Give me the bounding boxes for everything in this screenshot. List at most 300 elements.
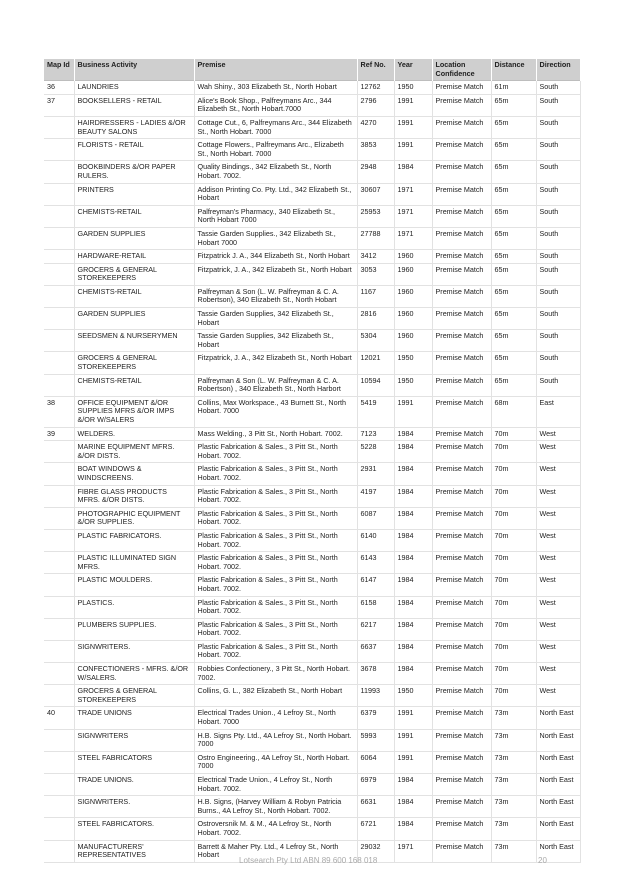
cell-distance: 70m (491, 685, 536, 707)
cell-business-activity: MANUFACTURERS' REPRESENTATIVES (74, 840, 194, 862)
cell-map-id (44, 485, 74, 507)
cell-ref-no: 6158 (357, 596, 394, 618)
cell-map-id (44, 352, 74, 374)
table-row (44, 707, 580, 729)
cell-ref-no: 12762 (357, 81, 394, 95)
col-header-direction: Direction (536, 59, 580, 81)
cell-premise: Tassie Garden Supplies, 342 Elizabeth St., Hobart (194, 308, 357, 330)
cell-map-id (44, 161, 74, 183)
cell-distance: 70m (491, 618, 536, 640)
table-row (44, 396, 580, 427)
cell-distance: 65m (491, 330, 536, 352)
cell-direction: West (536, 685, 580, 707)
cell-premise: Alice's Book Shop., Palfreymans Arc., 344 Elizabeth St., North Hobart.7000 (194, 94, 357, 116)
table-row (44, 507, 580, 529)
table-row (44, 427, 580, 441)
cell-distance: 65m (491, 227, 536, 249)
cell-distance: 70m (491, 596, 536, 618)
cell-location-confidence: Premise Match (432, 441, 491, 463)
cell-business-activity: FLORISTS - RETAIL (74, 139, 194, 161)
cell-year: 1960 (394, 263, 432, 285)
cell-premise: Plastic Fabrication & Sales., 3 Pitt St., North Hobart. 7002. (194, 485, 357, 507)
cell-direction: West (536, 427, 580, 441)
cell-map-id: 40 (44, 707, 74, 729)
cell-map-id (44, 507, 74, 529)
cell-premise: Plastic Fabrication & Sales., 3 Pitt St., North Hobart. 7002. (194, 552, 357, 574)
cell-direction: West (536, 485, 580, 507)
cell-map-id (44, 308, 74, 330)
cell-business-activity: FIBRE GLASS PRODUCTS MFRS. &/OR DISTS. (74, 485, 194, 507)
cell-premise: Plastic Fabrication & Sales., 3 Pitt St., North Hobart. 7002. (194, 618, 357, 640)
cell-direction: South (536, 308, 580, 330)
cell-ref-no: 6721 (357, 818, 394, 840)
cell-year: 1984 (394, 574, 432, 596)
cell-premise: Ostro Engineering., 4A Lefroy St., North Hobart. 7000 (194, 751, 357, 773)
cell-business-activity: GROCERS & GENERAL STOREKEEPERS (74, 263, 194, 285)
cell-premise: Palfreyman & Son (L. W. Palfreyman & C. A. Robertson) , 340 Elizabeth St., North Harbort (194, 374, 357, 396)
cell-premise: H.B. Signs Pty. Ltd., 4A Lefroy St., North Hobart. 7000 (194, 729, 357, 751)
col-header-distance: Distance (491, 59, 536, 81)
cell-distance: 65m (491, 308, 536, 330)
table-row (44, 640, 580, 662)
table-row (44, 529, 580, 551)
cell-distance: 73m (491, 751, 536, 773)
cell-ref-no: 5304 (357, 330, 394, 352)
cell-year: 1950 (394, 352, 432, 374)
cell-business-activity: HARDWARE-RETAIL (74, 250, 194, 264)
cell-ref-no: 30607 (357, 183, 394, 205)
cell-direction: North East (536, 796, 580, 818)
cell-premise: Fitzpatrick, J. A., 342 Elizabeth St., North Hobart (194, 352, 357, 374)
table-row (44, 485, 580, 507)
cell-premise: Cottage Flowers., Palfreymans Arc., Elizabeth St., North Hobart. 7000 (194, 139, 357, 161)
cell-location-confidence: Premise Match (432, 183, 491, 205)
cell-ref-no: 2816 (357, 308, 394, 330)
cell-map-id (44, 263, 74, 285)
cell-map-id (44, 116, 74, 138)
cell-premise: Plastic Fabrication & Sales., 3 Pitt St., North Hobart. 7002. (194, 507, 357, 529)
cell-distance: 70m (491, 427, 536, 441)
cell-business-activity: STEEL FABRICATORS (74, 751, 194, 773)
cell-premise: Palfreyman & Son (L. W. Palfreyman & C. A. Robertson), 340 Elizabeth St., North Hobart (194, 285, 357, 307)
cell-business-activity: BOAT WINDOWS & WINDSCREENS. (74, 463, 194, 485)
cell-direction: South (536, 374, 580, 396)
cell-year: 1984 (394, 427, 432, 441)
cell-business-activity: PLASTIC MOULDERS. (74, 574, 194, 596)
cell-map-id (44, 618, 74, 640)
cell-year: 1984 (394, 774, 432, 796)
cell-year: 1984 (394, 618, 432, 640)
cell-distance: 73m (491, 840, 536, 862)
cell-location-confidence: Premise Match (432, 529, 491, 551)
cell-map-id (44, 374, 74, 396)
table-row (44, 183, 580, 205)
cell-location-confidence: Premise Match (432, 139, 491, 161)
cell-ref-no: 4197 (357, 485, 394, 507)
cell-premise: Plastic Fabrication & Sales., 3 Pitt St., North Hobart. 7002. (194, 596, 357, 618)
cell-premise: Quality Bindings., 342 Elizabeth St., North Hobart. 7002. (194, 161, 357, 183)
cell-location-confidence: Premise Match (432, 396, 491, 427)
cell-map-id: 39 (44, 427, 74, 441)
cell-year: 1991 (394, 396, 432, 427)
cell-location-confidence: Premise Match (432, 552, 491, 574)
cell-business-activity: CONFECTIONERS - MFRS. &/OR W/SALERS. (74, 663, 194, 685)
cell-map-id (44, 774, 74, 796)
cell-year: 1950 (394, 81, 432, 95)
cell-distance: 65m (491, 263, 536, 285)
cell-direction: South (536, 81, 580, 95)
cell-business-activity: PRINTERS (74, 183, 194, 205)
table-row (44, 796, 580, 818)
cell-business-activity: PLASTICS. (74, 596, 194, 618)
cell-direction: North East (536, 774, 580, 796)
cell-ref-no: 6631 (357, 796, 394, 818)
cell-ref-no: 5228 (357, 441, 394, 463)
cell-location-confidence: Premise Match (432, 707, 491, 729)
cell-premise: Plastic Fabrication & Sales., 3 Pitt St., North Hobart. 7002. (194, 574, 357, 596)
cell-business-activity: GARDEN SUPPLIES (74, 308, 194, 330)
footer-company: Lotsearch Pty Ltd ABN 89 600 168 018 (239, 856, 378, 865)
cell-distance: 73m (491, 818, 536, 840)
cell-distance: 70m (491, 529, 536, 551)
cell-location-confidence: Premise Match (432, 263, 491, 285)
cell-map-id (44, 640, 74, 662)
cell-business-activity: OFFICE EQUIPMENT &/OR SUPPLIES MFRS &/OR IMPS &/OR W/SALERS (74, 396, 194, 427)
cell-direction: North East (536, 840, 580, 862)
cell-map-id (44, 183, 74, 205)
page-number: 20 (538, 856, 547, 865)
cell-map-id (44, 463, 74, 485)
cell-ref-no: 4270 (357, 116, 394, 138)
cell-location-confidence: Premise Match (432, 574, 491, 596)
table-row (44, 250, 580, 264)
cell-direction: North East (536, 751, 580, 773)
cell-ref-no: 6979 (357, 774, 394, 796)
cell-map-id (44, 840, 74, 862)
table-row (44, 352, 580, 374)
cell-premise: Collins, G. L., 382 Elizabeth St., North Hobart (194, 685, 357, 707)
cell-premise: H.B. Signs, (Harvey William & Robyn Patricia Burns., 4A Lefroy St., North Hobart. 7002. (194, 796, 357, 818)
col-header-business-activity: Business Activity (74, 59, 194, 81)
cell-year: 1984 (394, 529, 432, 551)
cell-year: 1984 (394, 441, 432, 463)
cell-year: 1984 (394, 463, 432, 485)
cell-direction: West (536, 663, 580, 685)
cell-location-confidence: Premise Match (432, 618, 491, 640)
cell-distance: 65m (491, 374, 536, 396)
table-row (44, 374, 580, 396)
table-row (44, 94, 580, 116)
cell-year: 1991 (394, 116, 432, 138)
cell-year: 1960 (394, 250, 432, 264)
cell-direction: South (536, 330, 580, 352)
table-row (44, 285, 580, 307)
table-row (44, 441, 580, 463)
table-row (44, 729, 580, 751)
cell-direction: South (536, 285, 580, 307)
cell-year: 1984 (394, 596, 432, 618)
cell-business-activity: CHEMISTS-RETAIL (74, 374, 194, 396)
cell-map-id (44, 751, 74, 773)
cell-premise: Addison Printing Co. Pty. Ltd., 342 Elizabeth St., Hobart (194, 183, 357, 205)
table-row (44, 227, 580, 249)
cell-location-confidence: Premise Match (432, 640, 491, 662)
cell-distance: 73m (491, 774, 536, 796)
cell-business-activity: WELDERS. (74, 427, 194, 441)
table-row (44, 330, 580, 352)
cell-year: 1960 (394, 308, 432, 330)
cell-ref-no: 3853 (357, 139, 394, 161)
cell-map-id: 37 (44, 94, 74, 116)
cell-direction: East (536, 396, 580, 427)
cell-distance: 68m (491, 396, 536, 427)
cell-premise: Fitzpatrick, J. A., 342 Elizabeth St., North Hobart (194, 263, 357, 285)
cell-direction: West (536, 640, 580, 662)
col-header-year: Year (394, 59, 432, 81)
cell-location-confidence: Premise Match (432, 796, 491, 818)
cell-location-confidence: Premise Match (432, 729, 491, 751)
cell-map-id (44, 227, 74, 249)
cell-premise: Plastic Fabrication & Sales., 3 Pitt St., North Hobart. 7002. (194, 529, 357, 551)
cell-map-id (44, 529, 74, 551)
cell-business-activity: CHEMISTS-RETAIL (74, 205, 194, 227)
cell-direction: West (536, 596, 580, 618)
cell-direction: West (536, 618, 580, 640)
cell-location-confidence: Premise Match (432, 308, 491, 330)
cell-business-activity: SEEDSMEN & NURSERYMEN (74, 330, 194, 352)
cell-business-activity: PLASTIC FABRICATORS. (74, 529, 194, 551)
cell-distance: 70m (491, 574, 536, 596)
cell-map-id (44, 139, 74, 161)
cell-year: 1991 (394, 94, 432, 116)
cell-direction: West (536, 441, 580, 463)
cell-ref-no: 3053 (357, 263, 394, 285)
cell-premise: Plastic Fabrication & Sales., 3 Pitt St., North Hobart. 7002. (194, 463, 357, 485)
cell-distance: 65m (491, 250, 536, 264)
cell-distance: 65m (491, 285, 536, 307)
cell-distance: 73m (491, 729, 536, 751)
cell-ref-no: 1167 (357, 285, 394, 307)
cell-map-id (44, 330, 74, 352)
cell-location-confidence: Premise Match (432, 285, 491, 307)
cell-ref-no: 12021 (357, 352, 394, 374)
cell-direction: South (536, 205, 580, 227)
cell-ref-no: 6143 (357, 552, 394, 574)
cell-direction: South (536, 116, 580, 138)
cell-ref-no: 6379 (357, 707, 394, 729)
cell-ref-no: 10594 (357, 374, 394, 396)
cell-year: 1984 (394, 818, 432, 840)
cell-ref-no: 7123 (357, 427, 394, 441)
table-row (44, 618, 580, 640)
cell-map-id (44, 685, 74, 707)
cell-map-id (44, 663, 74, 685)
cell-business-activity: SIGNWRITERS. (74, 640, 194, 662)
cell-ref-no: 29032 (357, 840, 394, 862)
cell-premise: Wah Shiny., 303 Elizabeth St., North Hobart (194, 81, 357, 95)
cell-premise: Tassie Garden Supplies, 342 Elizabeth St., Hobart (194, 330, 357, 352)
cell-year: 1984 (394, 663, 432, 685)
cell-ref-no: 27788 (357, 227, 394, 249)
cell-business-activity: TRADE UNIONS (74, 707, 194, 729)
cell-direction: South (536, 227, 580, 249)
cell-map-id (44, 205, 74, 227)
cell-premise: Barrett & Maher Pty. Ltd., 4 Lefroy St., North Hobart (194, 840, 357, 862)
cell-ref-no: 2796 (357, 94, 394, 116)
col-header-location-confidence: Location Confidence (432, 59, 491, 81)
cell-premise: Plastic Fabrication & Sales., 3 Pitt St., North Hobart. 7002. (194, 640, 357, 662)
cell-business-activity: GROCERS & GENERAL STOREKEEPERS (74, 685, 194, 707)
cell-premise: Ostroversnik M. & M., 4A Lefroy St., North Hobart. 7002. (194, 818, 357, 840)
cell-distance: 70m (491, 441, 536, 463)
cell-direction: South (536, 352, 580, 374)
cell-premise: Palfreyman's Pharmacy., 340 Elizabeth St., North Hobart 7000 (194, 205, 357, 227)
cell-location-confidence: Premise Match (432, 685, 491, 707)
cell-location-confidence: Premise Match (432, 485, 491, 507)
cell-direction: South (536, 263, 580, 285)
table-row (44, 463, 580, 485)
cell-distance: 65m (491, 139, 536, 161)
cell-map-id (44, 596, 74, 618)
cell-year: 1971 (394, 227, 432, 249)
cell-ref-no: 6217 (357, 618, 394, 640)
cell-direction: South (536, 250, 580, 264)
cell-distance: 65m (491, 116, 536, 138)
cell-location-confidence: Premise Match (432, 250, 491, 264)
cell-distance: 70m (491, 507, 536, 529)
cell-ref-no: 5993 (357, 729, 394, 751)
col-header-premise: Premise (194, 59, 357, 81)
cell-distance: 73m (491, 707, 536, 729)
cell-ref-no: 6140 (357, 529, 394, 551)
cell-location-confidence: Premise Match (432, 463, 491, 485)
cell-location-confidence: Premise Match (432, 663, 491, 685)
cell-business-activity: BOOKBINDERS &/OR PAPER RULERS. (74, 161, 194, 183)
cell-distance: 70m (491, 640, 536, 662)
cell-distance: 65m (491, 352, 536, 374)
cell-distance: 65m (491, 161, 536, 183)
cell-distance: 61m (491, 81, 536, 95)
cell-location-confidence: Premise Match (432, 227, 491, 249)
table-row (44, 685, 580, 707)
cell-location-confidence: Premise Match (432, 374, 491, 396)
cell-business-activity: TRADE UNIONS. (74, 774, 194, 796)
table-row (44, 116, 580, 138)
cell-location-confidence: Premise Match (432, 116, 491, 138)
cell-business-activity: HAIRDRESSERS - LADIES &/OR BEAUTY SALONS (74, 116, 194, 138)
cell-year: 1991 (394, 707, 432, 729)
cell-direction: West (536, 529, 580, 551)
table-row (44, 574, 580, 596)
table-row (44, 205, 580, 227)
cell-year: 1991 (394, 751, 432, 773)
cell-distance: 70m (491, 552, 536, 574)
cell-direction: South (536, 94, 580, 116)
cell-map-id (44, 818, 74, 840)
cell-direction: North East (536, 818, 580, 840)
cell-premise: Tassie Garden Supplies., 342 Elizabeth St., Hobart 7000 (194, 227, 357, 249)
cell-location-confidence: Premise Match (432, 751, 491, 773)
cell-business-activity: GARDEN SUPPLIES (74, 227, 194, 249)
cell-ref-no: 6637 (357, 640, 394, 662)
cell-location-confidence: Premise Match (432, 427, 491, 441)
cell-year: 1950 (394, 374, 432, 396)
cell-distance: 70m (491, 485, 536, 507)
cell-location-confidence: Premise Match (432, 352, 491, 374)
cell-map-id (44, 574, 74, 596)
cell-business-activity: PLASTIC ILLUMINATED SIGN MFRS. (74, 552, 194, 574)
cell-business-activity: STEEL FABRICATORS. (74, 818, 194, 840)
cell-year: 1984 (394, 640, 432, 662)
cell-distance: 73m (491, 796, 536, 818)
cell-ref-no: 11993 (357, 685, 394, 707)
cell-business-activity: MARINE EQUIPMENT MFRS. &/OR DISTS. (74, 441, 194, 463)
cell-direction: West (536, 574, 580, 596)
cell-year: 1971 (394, 183, 432, 205)
cell-location-confidence: Premise Match (432, 330, 491, 352)
cell-map-id (44, 552, 74, 574)
table-row (44, 263, 580, 285)
cell-distance: 65m (491, 183, 536, 205)
table-row (44, 139, 580, 161)
cell-premise: Fitzpatrick J. A., 344 Elizabeth St., North Hobart (194, 250, 357, 264)
table-row (44, 818, 580, 840)
cell-ref-no: 2931 (357, 463, 394, 485)
table-row (44, 663, 580, 685)
cell-business-activity: CHEMISTS-RETAIL (74, 285, 194, 307)
col-header-ref-no: Ref No. (357, 59, 394, 81)
cell-premise: Plastic Fabrication & Sales., 3 Pitt St., North Hobart. 7002. (194, 441, 357, 463)
cell-map-id (44, 285, 74, 307)
cell-map-id (44, 250, 74, 264)
cell-direction: South (536, 183, 580, 205)
cell-ref-no: 6147 (357, 574, 394, 596)
cell-year: 1960 (394, 285, 432, 307)
cell-business-activity: GROCERS & GENERAL STOREKEEPERS (74, 352, 194, 374)
cell-location-confidence: Premise Match (432, 840, 491, 862)
cell-location-confidence: Premise Match (432, 81, 491, 95)
cell-location-confidence: Premise Match (432, 818, 491, 840)
cell-map-id (44, 441, 74, 463)
cell-year: 1984 (394, 485, 432, 507)
table-row (44, 552, 580, 574)
cell-ref-no: 3678 (357, 663, 394, 685)
cell-ref-no: 25953 (357, 205, 394, 227)
table-row (44, 308, 580, 330)
cell-premise: Mass Welding., 3 Pitt St., North Hobart. 7002. (194, 427, 357, 441)
cell-map-id: 36 (44, 81, 74, 95)
cell-location-confidence: Premise Match (432, 596, 491, 618)
cell-year: 1971 (394, 840, 432, 862)
cell-year: 1984 (394, 552, 432, 574)
cell-direction: South (536, 139, 580, 161)
cell-business-activity: LAUNDRIES (74, 81, 194, 95)
table-row (44, 161, 580, 183)
cell-location-confidence: Premise Match (432, 205, 491, 227)
cell-location-confidence: Premise Match (432, 94, 491, 116)
table-row (44, 774, 580, 796)
cell-premise: Collins, Max Workspace., 43 Burnett St., North Hobart. 7000 (194, 396, 357, 427)
cell-year: 1971 (394, 205, 432, 227)
cell-premise: Electrical Trades Union., 4 Lefroy St., North Hobart. 7000 (194, 707, 357, 729)
table-row (44, 596, 580, 618)
cell-business-activity: PLUMBERS SUPPLIES. (74, 618, 194, 640)
cell-distance: 70m (491, 463, 536, 485)
cell-location-confidence: Premise Match (432, 774, 491, 796)
table-row (44, 751, 580, 773)
table-header-row (44, 59, 580, 81)
cell-ref-no: 6087 (357, 507, 394, 529)
